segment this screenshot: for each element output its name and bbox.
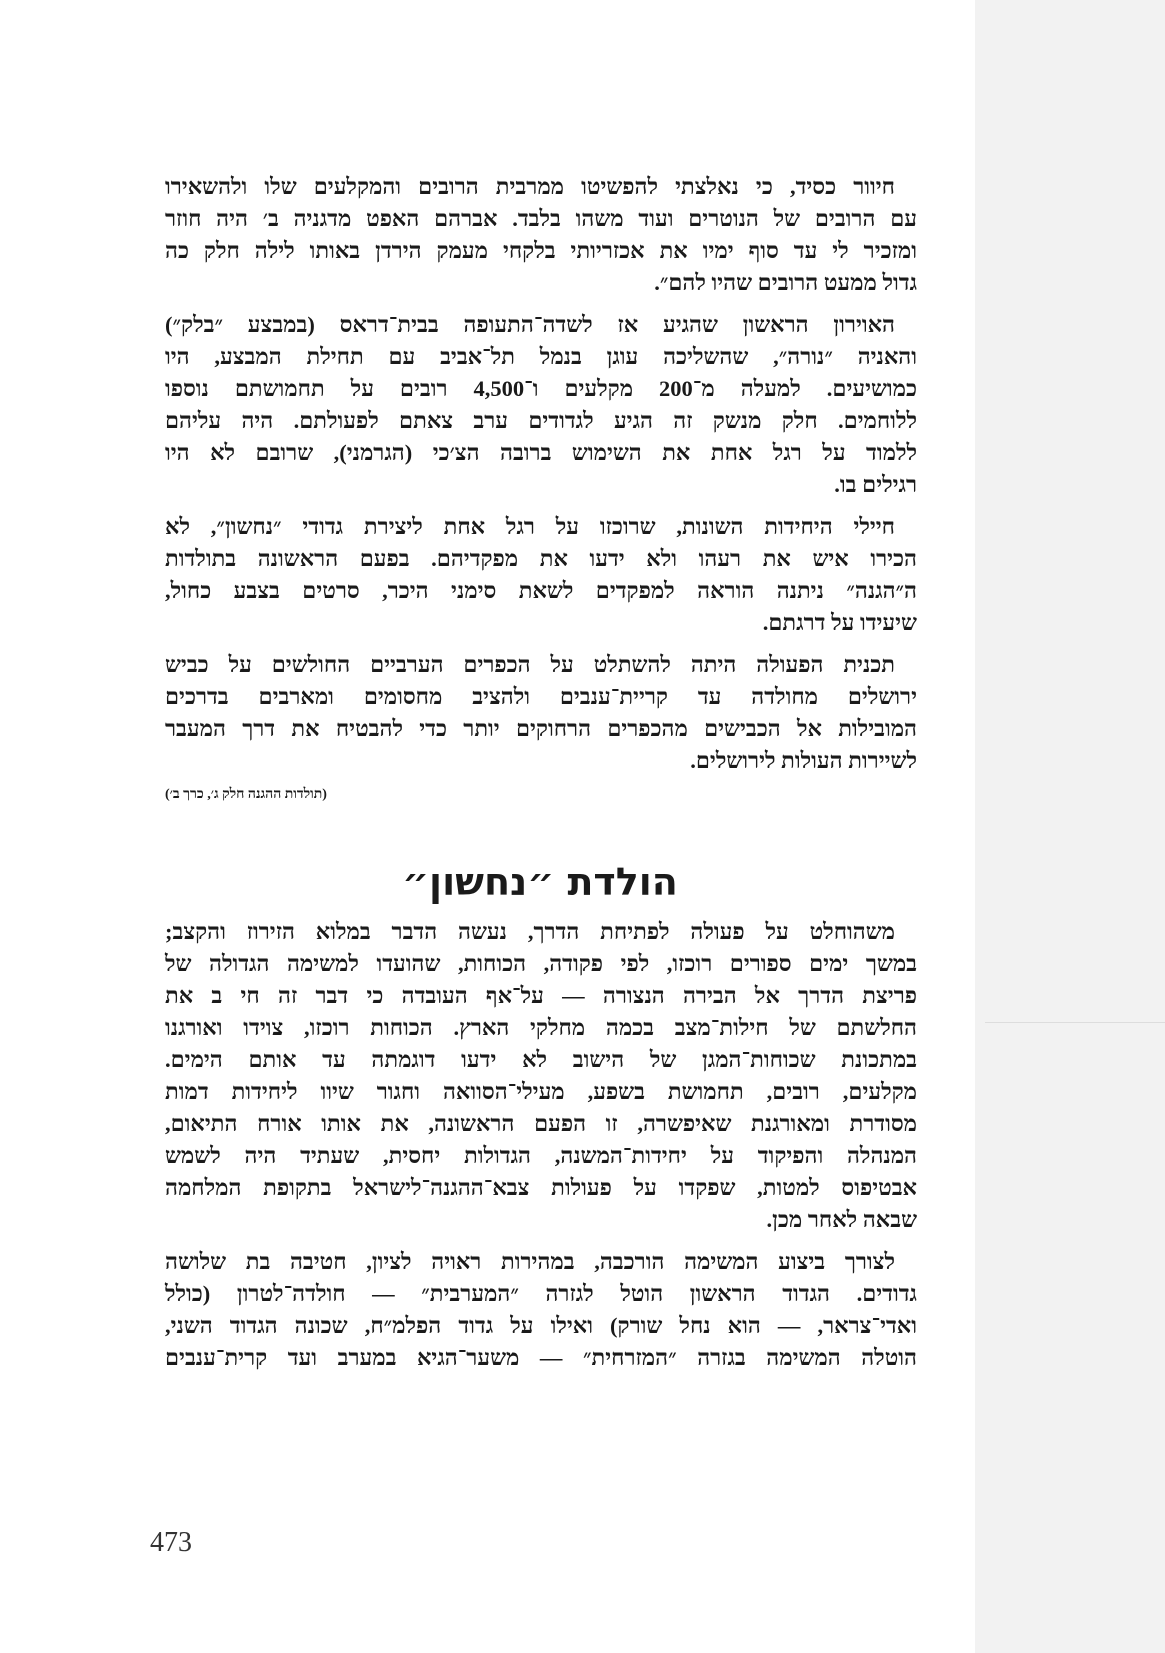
text-line: במתכונת שכוחות־המגן של הישוב לא ידעו דוגמתה עד אותם הימים. bbox=[165, 1047, 917, 1072]
text-line: ללמוד על רגל אחת את השימוש ברובה הצ׳כי (הגרמני), שרובם לא היו bbox=[165, 440, 917, 465]
section1-body bbox=[165, 171, 917, 787]
section-heading: הולדת ״נחשון״ bbox=[402, 860, 678, 904]
text-line: המנהלה והפיקוד על יחידות־המשנה, הגדולות יחסית, שעתיד היה לשמש bbox=[165, 1143, 917, 1168]
paragraph bbox=[165, 511, 917, 639]
text-line: לשיירות העולות לירושלים. bbox=[690, 748, 917, 773]
text-line: מסודרת ומאורגנת שאיפשרה, זו הפעם הראשונה, את אותו אורח התיאום, bbox=[165, 1111, 917, 1136]
text-line: לצורך ביצוע המשימה הורכבה, במהירות ראויה לציון, חטיבה בת שלושה bbox=[165, 1249, 895, 1274]
text-line: מקלעים, רובים, תחמושת בשפע, מעילי־הסוואה וחגור שיוו ליחידות דמות bbox=[165, 1079, 917, 1104]
text-line: רגילים בו. bbox=[834, 472, 917, 497]
text-line: הוטלה המשימה בגזרה ״המזרחית״ — משער־הגיא במערב ועד קרית־ענבים bbox=[165, 1345, 917, 1370]
section2-body bbox=[165, 916, 917, 1384]
page-number: 473 bbox=[150, 1527, 192, 1558]
text-line: האוירון הראשון שהגיע אז לשדה־התעופה בבית־דראס (במבצע ״בלק״) bbox=[165, 312, 895, 337]
text-line: עם הרובים של הנוטרים ועוד משהו בלבד. אברהם האפט מדגניה ב׳ היה חוזר bbox=[165, 206, 917, 231]
text-line: תכנית הפעולה היתה להשתלט על הכפרים הערביים החולשים על כביש bbox=[165, 652, 895, 677]
text-line: אבטיפוס למטות, שפקדו על פעולות צבא־ההגנה־לישראל בתקופת המלחמה bbox=[165, 1175, 917, 1200]
paragraph bbox=[165, 309, 917, 501]
text-line: החלשתם של חילות־מצב בכמה מחלקי הארץ. הכוחות רוכזו, צוידו ואורגנו bbox=[165, 1015, 917, 1040]
text-line: הכירו איש את רעהו ולא ידעו את מפקדיהם. בפעם הראשונה בתולדות bbox=[165, 546, 917, 571]
text-line: שבאה לאחר מכן. bbox=[766, 1207, 917, 1232]
paragraph bbox=[165, 1246, 917, 1374]
text-line: כמושיעים. למעלה מ־200 מקלעים ו־4,500 רובים על תחמושתם נוספו bbox=[165, 376, 918, 401]
text-line: פריצת הדרך אל הבירה הנצורה — על־אף העובדה כי דבר זה חי ב את bbox=[165, 983, 917, 1008]
text-line: ירושלים מחולדה עד קריית־ענבים ולהציב מחסומים ומארבים בדרכים bbox=[165, 684, 917, 709]
text-line: והאניה ״נורה״, שהשליכה עוגן בנמל תל־אביב עם תחילת המבצע, היו bbox=[165, 344, 917, 369]
text-line: ומזכיר לי עד סוף ימיו את אכזריותי בלקחי מעמק הירדן באותו לילה חלק כה bbox=[165, 238, 917, 263]
scan-margin-mark bbox=[985, 1022, 1165, 1023]
paragraph bbox=[165, 649, 917, 777]
text-line: גדודים. הגדוד הראשון הוטל לגזרה ״המערבית״ — חולדה־לטרון (כולל bbox=[165, 1281, 917, 1306]
text-line: במשך ימים ספורים רוכזו, לפי פקודה, הכוחות, שהועדו למשימה הגדולה של bbox=[165, 951, 917, 976]
text-line: גדול ממעט הרובים שהיו להם״. bbox=[654, 270, 917, 295]
text-line: חיוור כסיד, כי נאלצתי להפשיטו ממרבית הרובים והמקלעים שלו ולהשאירו bbox=[165, 174, 895, 199]
source-citation: (תולדות ההגנה חלק ג׳, כרך ב׳) bbox=[165, 787, 327, 802]
paragraph bbox=[165, 916, 917, 1236]
text-line: ואדי־צראר, — הוא נחל שורק) ואילו על גדוד הפלמ״ח, שכונה הגדוד השני, bbox=[165, 1313, 917, 1338]
text-line: ה״הגנה״ ניתנה הוראה למפקדים לשאת סימני היכר, סרטים בצבע כחול, bbox=[165, 578, 917, 603]
text-line: חיילי היחידות השונות, שרוכזו על רגל אחת ליצירת גדודי ״נחשון״, לא bbox=[165, 514, 895, 539]
scan-margin-band bbox=[975, 0, 1165, 1653]
text-line: שיעידו על דרגתם. bbox=[762, 610, 917, 635]
text-line: משהוחלט על פעולה לפתיחת הדרך, נעשה הדבר במלוא הזירוז והקצב; bbox=[165, 919, 895, 944]
text-line: המובילות אל הכבישים מהכפרים הרחוקים יותר כדי להבטיח את דרך המעבר bbox=[165, 716, 917, 741]
paragraph bbox=[165, 171, 917, 299]
text-line: ללוחמים. חלק מנשק זה הגיע לגדודים ערב צאתם לפעולתם. היה עליהם bbox=[165, 408, 917, 433]
